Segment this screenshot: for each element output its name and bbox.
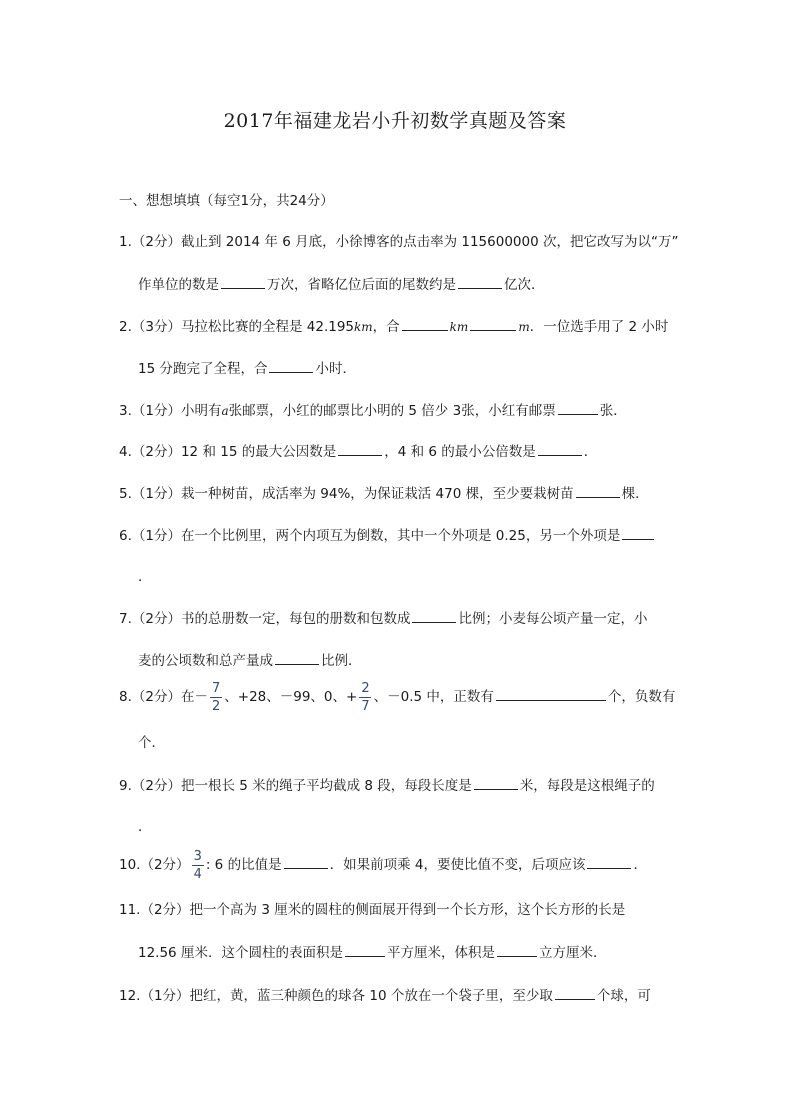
q10-text-part: ．如果前项乘 4，要使比值不变，后项应该 bbox=[329, 857, 586, 873]
answer-blank[interactable] bbox=[338, 441, 382, 456]
question-3 bbox=[119, 400, 627, 421]
fraction bbox=[210, 681, 222, 714]
answer-blank[interactable] bbox=[345, 942, 385, 957]
question-2-line-2 bbox=[138, 358, 356, 379]
fraction-bar bbox=[210, 697, 222, 698]
answer-blank[interactable] bbox=[622, 525, 654, 540]
q5-text-part: 5.（1分）栽一种树苗，成活率为 94%，为保证栽活 470 棵，至少要栽树苗 bbox=[119, 486, 574, 502]
q10-text-part: ． bbox=[633, 857, 647, 873]
fraction-denominator: 2 bbox=[211, 698, 221, 714]
q2-text-part: ，合 bbox=[372, 319, 400, 335]
q12-text-part: 个球，可 bbox=[596, 988, 651, 1004]
answer-blank[interactable] bbox=[555, 985, 595, 1000]
q9-text-part: 9.（2分）把一根长 5 米的绳子平均截成 8 段，每段长度是 bbox=[119, 778, 472, 794]
answer-blank[interactable] bbox=[402, 316, 448, 331]
q3-text-part: 张． bbox=[599, 403, 627, 419]
answer-blank[interactable] bbox=[470, 316, 516, 331]
answer-blank[interactable] bbox=[497, 942, 537, 957]
question-8-line-2 bbox=[138, 733, 165, 753]
q8-text-part: 个． bbox=[138, 735, 165, 751]
fraction-bar bbox=[192, 865, 204, 866]
q5-text-part: 棵． bbox=[621, 486, 649, 502]
answer-blank[interactable] bbox=[496, 686, 606, 701]
question-1-line-2 bbox=[138, 274, 545, 295]
answer-blank[interactable] bbox=[587, 854, 631, 869]
fraction-bar bbox=[359, 697, 371, 698]
question-7-line-2 bbox=[138, 650, 362, 671]
question-7-line-1 bbox=[119, 608, 647, 629]
q3-text-part: 3.（1分）小明有 bbox=[119, 403, 222, 419]
question-10 bbox=[119, 848, 647, 882]
q1-text-part: 作单位的数是 bbox=[138, 277, 219, 293]
answer-blank[interactable] bbox=[458, 274, 502, 289]
question-5 bbox=[119, 483, 649, 504]
q2-text-part: 小时． bbox=[315, 361, 356, 377]
q11-text-part: 立方厘米． bbox=[538, 945, 607, 961]
question-4 bbox=[119, 441, 597, 462]
q10-text-part: : 6 的比值是 bbox=[205, 857, 282, 873]
document-title: 2017年福建龙岩小升初数学真题及答案 bbox=[223, 110, 567, 132]
q4-text-part: 4.（2分）12 和 15 的最大公因数是 bbox=[119, 444, 337, 460]
unit-m: m bbox=[518, 320, 530, 334]
q2-text-part: 2.（3分）马拉松比赛的全程是 42.195 bbox=[119, 319, 354, 335]
fraction-numerator: 3 bbox=[193, 848, 202, 864]
q8-text-part: 、－0.5 中，正数有 bbox=[373, 689, 494, 705]
q4-text-part: ． bbox=[583, 444, 598, 460]
question-11-line-1 bbox=[119, 900, 625, 920]
variable-a: a bbox=[221, 404, 229, 418]
fraction-denominator: 7 bbox=[361, 698, 370, 714]
question-1-line-1 bbox=[119, 232, 678, 252]
q11-text-part: 11.（2分）把一个高为 3 厘米的圆柱的侧面展开得到一个长方形，这个长方形的长是 bbox=[119, 902, 626, 918]
question-9-line-1 bbox=[119, 775, 655, 796]
q8-text-part: 8.（2分）在－ bbox=[119, 689, 208, 705]
q1-text-part: 亿次． bbox=[504, 277, 545, 293]
question-6-line-1 bbox=[119, 525, 656, 546]
section-heading: 一、想想填填（每空1分，共24分） bbox=[119, 193, 334, 209]
answer-blank[interactable] bbox=[269, 358, 313, 373]
answer-blank[interactable] bbox=[412, 608, 456, 623]
q7-text-part: 比例． bbox=[321, 653, 362, 669]
q11-text-part: 平方厘米，体积是 bbox=[386, 945, 495, 961]
q10-text-part: 10.（2分） bbox=[119, 857, 190, 873]
answer-blank[interactable] bbox=[474, 775, 518, 790]
fraction-numerator: 2 bbox=[361, 680, 370, 696]
q3-text-part: 张邮票，小红的邮票比小明的 5 倍少 3张，小红有邮票 bbox=[228, 403, 556, 419]
fraction-numerator: 7 bbox=[211, 680, 221, 696]
q9-text-part: 米，每段是这根绳子的 bbox=[519, 778, 655, 794]
fraction bbox=[359, 681, 371, 714]
question-12 bbox=[119, 985, 651, 1006]
question-8-line-1 bbox=[119, 680, 675, 714]
question-9-line-2 bbox=[138, 817, 152, 837]
q11-text-part: 12.56 厘米．这个圆柱的表面积是 bbox=[138, 945, 343, 961]
answer-blank[interactable] bbox=[284, 854, 328, 869]
unit-km: km bbox=[354, 320, 373, 334]
q1-text: 1.（2分）截止到 2014 年 6 月底，小徐博客的点击率为 115600000 次，把它改写为以“万” bbox=[119, 234, 679, 250]
q7-text-part: 麦的公顷数和总产量成 bbox=[138, 653, 273, 669]
q9-text-part: ． bbox=[138, 819, 152, 835]
question-2-line-1 bbox=[119, 316, 668, 337]
q12-text-part: 12.（1分）把红，黄，蓝三种颜色的球各 10 个放在一个袋子里，至少取 bbox=[119, 988, 553, 1004]
answer-blank[interactable] bbox=[221, 274, 265, 289]
fraction bbox=[192, 849, 204, 882]
unit-km: km bbox=[449, 320, 469, 334]
q6-text-part: ． bbox=[138, 569, 152, 585]
answer-blank[interactable] bbox=[275, 650, 319, 665]
answer-blank[interactable] bbox=[558, 400, 598, 415]
q1-text-part: 万次，省略亿位后面的尾数约是 bbox=[267, 277, 456, 293]
q7-text-part: 7.（2分）书的总册数一定，每包的册数和包数成 bbox=[119, 611, 411, 627]
q6-text-part: 6.（1分）在一个比例里，两个内项互为倒数，其中一个外项是 0.25，另一个外项是 bbox=[119, 528, 621, 544]
q2-text-part: 15 分跑完了全程，合 bbox=[138, 361, 268, 377]
answer-blank[interactable] bbox=[576, 483, 620, 498]
question-11-line-2 bbox=[138, 942, 606, 963]
answer-blank[interactable] bbox=[538, 441, 582, 456]
question-6-line-2 bbox=[138, 567, 152, 587]
q7-text-part: 比例；小麦每公顷产量一定，小 bbox=[458, 611, 648, 627]
q8-text-part: 个，负数有 bbox=[607, 689, 676, 705]
q8-text-part: 、+28、－99、0、+ bbox=[224, 689, 358, 705]
q2-text-part: ．一位选手用了 2 小时 bbox=[529, 319, 669, 335]
q4-text-part: ，4 和 6 的最小公倍数是 bbox=[384, 444, 536, 460]
fraction-denominator: 4 bbox=[193, 866, 202, 882]
